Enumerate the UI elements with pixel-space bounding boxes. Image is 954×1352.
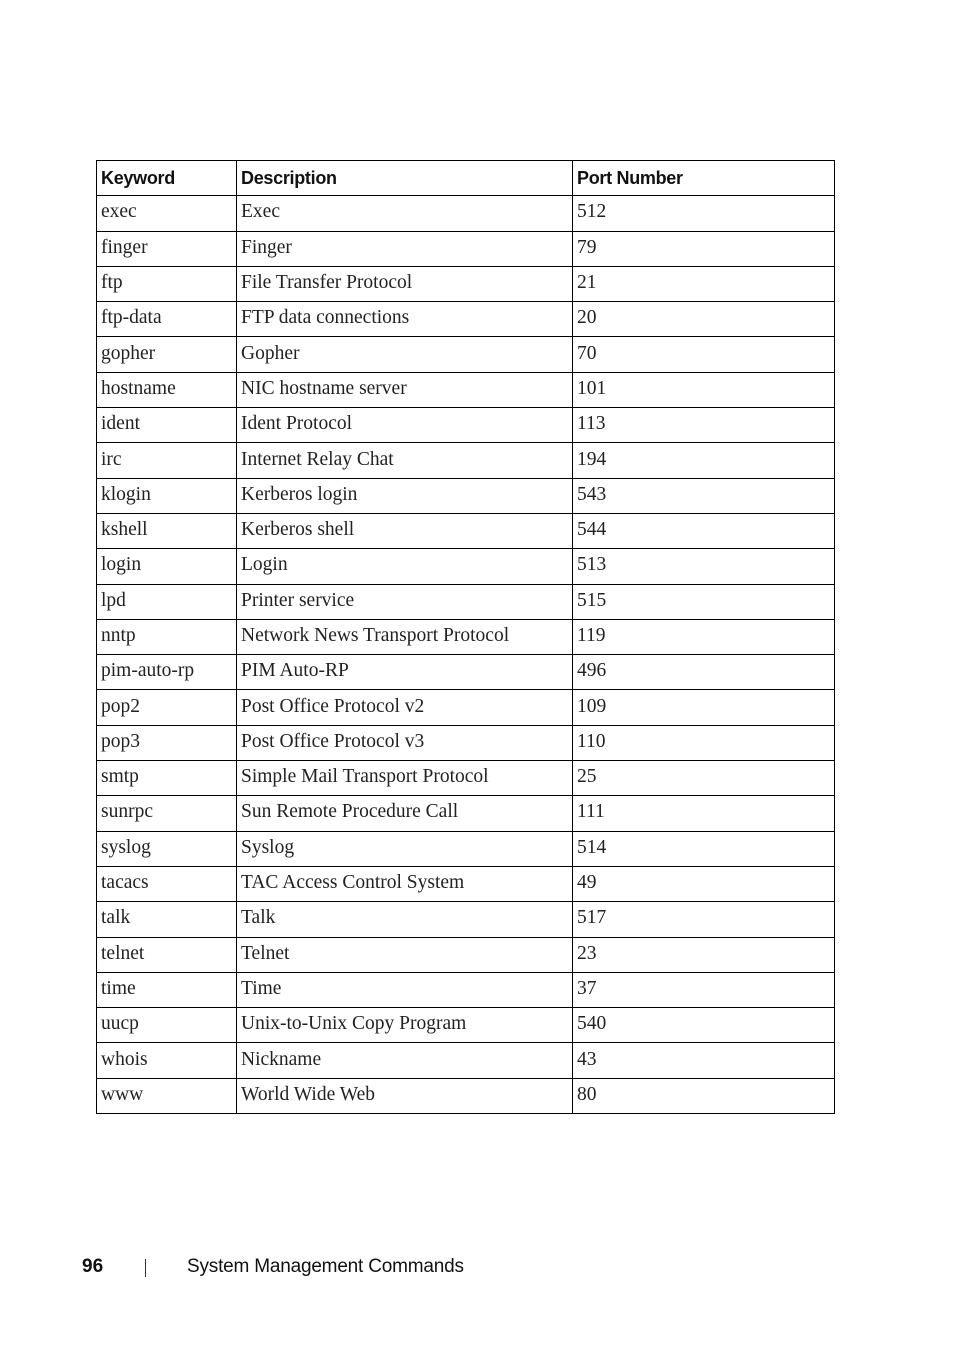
cell-port-number: 80	[573, 1078, 835, 1113]
cell-keyword: hostname	[97, 372, 237, 407]
cell-description: Simple Mail Transport Protocol	[237, 761, 573, 796]
table-row	[97, 796, 835, 831]
cell-keyword: talk	[97, 902, 237, 937]
table-row	[97, 408, 835, 443]
table-row	[97, 619, 835, 654]
cell-keyword: tacacs	[97, 866, 237, 901]
cell-port-number: 119	[573, 619, 835, 654]
table-row	[97, 902, 835, 937]
table-row	[97, 337, 835, 372]
cell-description: Gopher	[237, 337, 573, 372]
cell-port-number: 109	[573, 690, 835, 725]
cell-port-number: 512	[573, 196, 835, 231]
table-row	[97, 690, 835, 725]
table-row	[97, 231, 835, 266]
cell-port-number: 496	[573, 655, 835, 690]
cell-keyword: exec	[97, 196, 237, 231]
cell-keyword: ftp-data	[97, 302, 237, 337]
cell-keyword: ident	[97, 408, 237, 443]
page-number: 96	[82, 1256, 104, 1277]
table-row	[97, 972, 835, 1007]
cell-port-number: 540	[573, 1008, 835, 1043]
header-keyword: Keyword	[97, 161, 237, 196]
table-row	[97, 302, 835, 337]
cell-keyword: irc	[97, 443, 237, 478]
port-keyword-table	[96, 160, 835, 1114]
cell-keyword: time	[97, 972, 237, 1007]
cell-keyword: www	[97, 1078, 237, 1113]
cell-port-number: 113	[573, 408, 835, 443]
cell-description: TAC Access Control System	[237, 866, 573, 901]
cell-description: Login	[237, 549, 573, 584]
cell-description: Unix-to-Unix Copy Program	[237, 1008, 573, 1043]
cell-port-number: 544	[573, 513, 835, 548]
table-row	[97, 1008, 835, 1043]
cell-keyword: klogin	[97, 478, 237, 513]
table-body	[97, 196, 835, 1114]
cell-description: Sun Remote Procedure Call	[237, 796, 573, 831]
table-row	[97, 478, 835, 513]
cell-keyword: whois	[97, 1043, 237, 1078]
cell-keyword: nntp	[97, 619, 237, 654]
cell-description: File Transfer Protocol	[237, 266, 573, 301]
cell-description: Post Office Protocol v3	[237, 725, 573, 760]
cell-keyword: ftp	[97, 266, 237, 301]
cell-port-number: 43	[573, 1043, 835, 1078]
cell-port-number: 517	[573, 902, 835, 937]
footer-divider	[145, 1259, 146, 1277]
cell-port-number: 514	[573, 831, 835, 866]
cell-description: Telnet	[237, 937, 573, 972]
cell-port-number: 513	[573, 549, 835, 584]
cell-keyword: gopher	[97, 337, 237, 372]
cell-description: Printer service	[237, 584, 573, 619]
table-row	[97, 584, 835, 619]
cell-keyword: sunrpc	[97, 796, 237, 831]
table-row	[97, 725, 835, 760]
table-row	[97, 549, 835, 584]
cell-port-number: 21	[573, 266, 835, 301]
cell-keyword: login	[97, 549, 237, 584]
cell-description: Kerberos login	[237, 478, 573, 513]
cell-keyword: telnet	[97, 937, 237, 972]
header-description: Description	[237, 161, 573, 196]
table-header-row	[97, 161, 835, 196]
cell-port-number: 515	[573, 584, 835, 619]
table-row	[97, 372, 835, 407]
header-port-number: Port Number	[573, 161, 835, 196]
cell-port-number: 23	[573, 937, 835, 972]
cell-port-number: 101	[573, 372, 835, 407]
cell-description: NIC hostname server	[237, 372, 573, 407]
table-row	[97, 655, 835, 690]
cell-port-number: 49	[573, 866, 835, 901]
table-row	[97, 937, 835, 972]
cell-keyword: pim-auto-rp	[97, 655, 237, 690]
cell-description: Exec	[237, 196, 573, 231]
page-footer	[0, 1256, 954, 1282]
table-row	[97, 761, 835, 796]
table-row	[97, 513, 835, 548]
cell-port-number: 25	[573, 761, 835, 796]
cell-description: Talk	[237, 902, 573, 937]
cell-port-number: 37	[573, 972, 835, 1007]
table-row	[97, 1043, 835, 1078]
cell-keyword: pop2	[97, 690, 237, 725]
cell-description: Nickname	[237, 1043, 573, 1078]
cell-description: Finger	[237, 231, 573, 266]
cell-description: Post Office Protocol v2	[237, 690, 573, 725]
cell-keyword: lpd	[97, 584, 237, 619]
cell-description: Ident Protocol	[237, 408, 573, 443]
cell-port-number: 79	[573, 231, 835, 266]
table-row	[97, 866, 835, 901]
cell-description: Kerberos shell	[237, 513, 573, 548]
table-row	[97, 443, 835, 478]
cell-description: World Wide Web	[237, 1078, 573, 1113]
cell-keyword: uucp	[97, 1008, 237, 1043]
table-row	[97, 266, 835, 301]
cell-port-number: 194	[573, 443, 835, 478]
cell-port-number: 111	[573, 796, 835, 831]
cell-keyword: syslog	[97, 831, 237, 866]
cell-description: PIM Auto-RP	[237, 655, 573, 690]
cell-port-number: 70	[573, 337, 835, 372]
table-row	[97, 831, 835, 866]
cell-port-number: 110	[573, 725, 835, 760]
cell-port-number: 20	[573, 302, 835, 337]
section-title: System Management Commands	[187, 1256, 464, 1277]
cell-description: FTP data connections	[237, 302, 573, 337]
cell-port-number: 543	[573, 478, 835, 513]
cell-description: Internet Relay Chat	[237, 443, 573, 478]
table-row	[97, 1078, 835, 1113]
cell-description: Syslog	[237, 831, 573, 866]
table-row	[97, 196, 835, 231]
cell-description: Network News Transport Protocol	[237, 619, 573, 654]
cell-keyword: smtp	[97, 761, 237, 796]
cell-keyword: pop3	[97, 725, 237, 760]
cell-keyword: finger	[97, 231, 237, 266]
cell-keyword: kshell	[97, 513, 237, 548]
cell-description: Time	[237, 972, 573, 1007]
